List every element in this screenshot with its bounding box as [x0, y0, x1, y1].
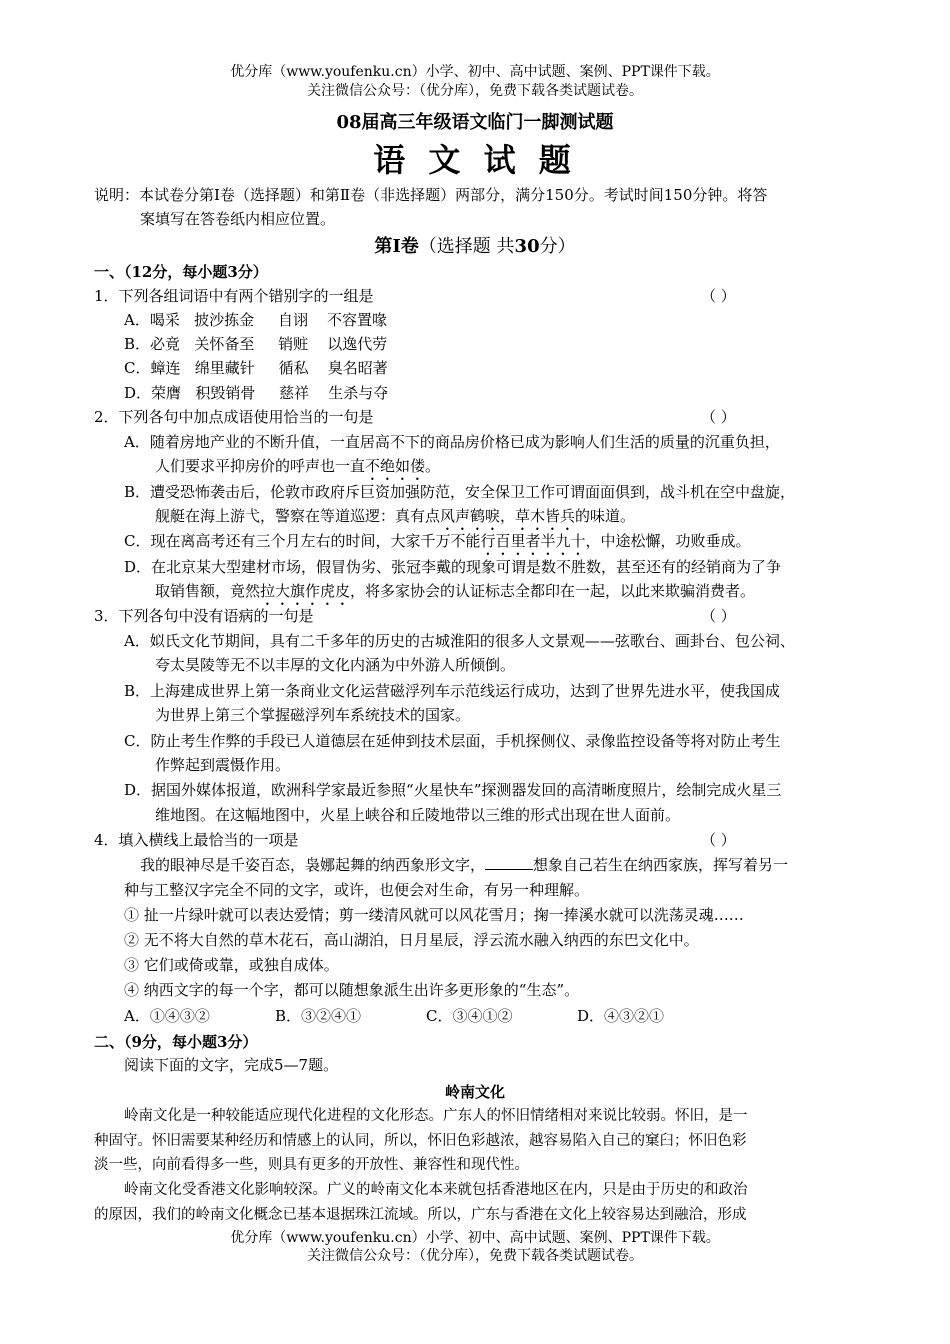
q2-b-idiom: 风声鹤唳，草木皆兵	[440, 507, 576, 525]
q2-d-text: 取销售额，竟然	[155, 582, 261, 600]
q4-passage-line-1	[140, 855, 788, 875]
q4-option-b: B．③②④①	[275, 1007, 362, 1025]
q4-passage-start: 我的眼神尽是千姿百态，袅娜起舞的纳西象形文字，	[140, 856, 486, 874]
q3-option-a-line-1: A．姒氏文化节期间，具有二千多年的历史的古城淮阳的很多人文景观——弦歌台、画卦台、包公祠、	[124, 632, 795, 650]
essay-title: 岭南文化	[444, 1083, 505, 1101]
section1-heading: 一、（12分，每小题3分）	[94, 263, 268, 281]
q4-option-c: C．③④①②	[426, 1007, 513, 1025]
q1-option-a: A．喝采 披沙拣金 自诩 不容置喙	[124, 311, 388, 329]
essay-p1-line-1: 岭南文化是一种较能适应现代化进程的文化形态。广东人的怀旧情绪相对来说比较弱。怀旧，是一	[124, 1108, 748, 1124]
essay-p2-line-1: 岭南文化受香港文化影响较深。广义的岭南文化本来就包括香港地区在内，只是由于历史的和政治	[124, 1182, 748, 1198]
q2-d-end: ，将多家协会的认证标志全都印在一起，以此来欺骗消费者。	[350, 582, 756, 600]
part1-unit: 分）	[539, 236, 576, 257]
q2-option-d-line-1: D．在北京某大型建材市场，假冒伪劣、张冠李戴的现象可谓是数不胜数，甚至还有的经销商为了争	[124, 558, 782, 576]
q3-stem: 3．下列各句中没有语病的一句是	[94, 607, 314, 625]
q2-c-text: C．现在离高考还有三个月左右的时间，大家千万不能	[124, 532, 481, 550]
q3-option-b-line-1: B．上海建成世界上第一条商业文化运营磁浮列车示范线运行成功，达到了世界先进水平，使我国成	[124, 682, 781, 700]
q3-option-a-line-2: 夸太昊陵等无不以丰厚的文化内涵为中外游人所倾倒。	[155, 656, 516, 674]
q1-option-b: B．必竟 关怀备至 销赃 以逸代劳	[124, 335, 388, 353]
q2-d-idiom: 拉大旗作虎皮	[260, 582, 351, 600]
q4-sentence-2: ② 无不将大自然的草木花石，高山湖泊，日月星辰，浮云流水融入纳西的东巴文化中。	[124, 931, 699, 949]
q2-answer-bracket: （ ）	[701, 408, 736, 426]
footer-line-2: 关注微信公众号：（优分库），免费下载各类试题试卷。	[307, 1248, 643, 1264]
q3-option-b-line-2: 为世界上第三个掌握磁浮列车系统技术的国家。	[155, 706, 471, 724]
q3-answer-bracket: （ ）	[701, 607, 736, 625]
q2-c-idiom: 行百里者半九十	[480, 532, 586, 550]
q1-option-c: C．蟑连 绵里藏针 循私 臭名昭著	[124, 359, 388, 377]
q2-a-end: 。	[425, 457, 441, 475]
q4-sentence-4: ④ 纳西文字的每一个字，都可以随想象派生出许多更形象的“生态”。	[124, 981, 580, 999]
essay-p1-line-3: 淡一些，向前看得多一些，则具有更多的开放性、兼容性和现代性。	[94, 1157, 529, 1173]
q3-option-c-line-1: C．防止考生作弊的手段已人道德层在延伸到技术层面，手机探侧仪、录像监控设备等将对防止考生	[124, 732, 781, 750]
q4-sentence-3: ③ 它们或倚或靠，或独自成体。	[124, 956, 339, 974]
q2-option-a-line-2	[155, 456, 440, 484]
q2-option-a-line-1: A．随着房地产业的不断升值，一直居高不下的商品房价格已成为影响人们生活的质量的沉重负担，	[124, 433, 780, 451]
part1-rest: （选择题 共	[418, 236, 515, 257]
main-title: 语 文 试 题	[373, 141, 577, 179]
q2-c-end: ，中途松懈，功败垂成。	[585, 532, 751, 550]
q2-option-b-line-2	[155, 506, 635, 534]
q4-passage-end: 想象自己若生在纳西家族，挥写着另一	[533, 856, 789, 874]
exam-title: 08届高三年级语文临门一脚测试题	[336, 112, 614, 133]
q4-option-d: D．④③②①	[577, 1007, 665, 1025]
q3-option-d-line-1: D．据国外媒体报道，欧洲科学家最近参照“火星快车”探测器发回的高清晰度照片，绘制完成火星三	[124, 781, 782, 799]
instructions-line-1: 说明：本试卷分第Ⅰ卷（选择题）和第Ⅱ卷（非选择题）两部分，满分150分。考试时间150分钟。将答	[94, 186, 768, 204]
q2-option-b-line-1: B．遭受恐怖袭击后，伦敦市政府斥巨资加强防范，安全保卫工作可谓面面俱到，战斗机在空中盘旋，	[124, 483, 796, 501]
section2-heading: 二、（9分，每小题3分）	[94, 1033, 258, 1051]
q4-stem: 4．填入横线上最恰当的一项是	[94, 831, 299, 849]
part1-heading	[0, 232, 950, 258]
q1-option-d: D．荣膺 积毁销骨 慈祥 生杀与夺	[124, 384, 389, 402]
part1-score: 30	[514, 236, 540, 257]
reading-instruction: 阅读下面的文字，完成5—7题。	[124, 1056, 339, 1074]
part1-label: 第Ⅰ卷	[374, 236, 419, 257]
q3-option-c-line-2: 作弊起到震慑作用。	[155, 756, 291, 774]
q2-option-c	[124, 531, 751, 559]
q1-stem: 1．下列各组词语中有两个错别字的一组是	[94, 287, 374, 305]
q3-option-d-line-2: 维地图。在这幅地图中，火星上峡谷和丘陵地带以三维的形式出现在世人面前。	[155, 806, 681, 824]
q4-fill-blank	[485, 855, 533, 870]
q1-answer-bracket: （ ）	[701, 287, 736, 305]
q4-sentence-1: ① 扯一片绿叶就可以表达爱情；剪一缕清风就可以风花雪月；掬一捧溪水就可以洗荡灵魂……	[124, 906, 744, 924]
essay-p2-line-2: 的原因，我们的岭南文化概念已基本退据珠江流域。所以，广东与香港在文化上较容易达到融洽，形成	[94, 1207, 747, 1223]
header-line-1: 优分库（www.youfenku.cn）小学、初中、高中试题、案例、PPT课件下载。	[230, 64, 720, 80]
q4-passage-line-2: 种与工整汉字完全不同的文字，或许，也便会对生命，有另一种理解。	[124, 881, 590, 899]
q4-answer-bracket: （ ）	[701, 831, 736, 849]
essay-p1-line-2: 种固守。怀旧需要某种经历和情感上的认同，所以，怀旧色彩越浓，越容易陷入自己的窠臼；怀旧色彩	[94, 1133, 747, 1149]
q2-b-text: 舰艇在海上游弋，警察在等道巡逻：真有点	[155, 507, 441, 525]
q2-option-d-line-2	[155, 581, 755, 609]
q2-a-text: 人们要求平抑房价的呼声也一直	[155, 457, 366, 475]
footer-line-1: 优分库（www.youfenku.cn）小学、初中、高中试题、案例、PPT课件下载。	[230, 1230, 720, 1246]
q2-stem: 2．下列各句中加点成语使用恰当的一句是	[94, 408, 374, 426]
q2-a-idiom: 不绝如偻	[365, 457, 426, 475]
instructions-line-2: 案填写在答卷纸内相应位置。	[140, 210, 336, 228]
q2-b-end: 的味道。	[575, 507, 636, 525]
q4-option-a: A．①④③②	[124, 1007, 210, 1025]
header-line-2: 关注微信公众号：（优分库），免费下载各类试题试卷。	[307, 83, 643, 99]
